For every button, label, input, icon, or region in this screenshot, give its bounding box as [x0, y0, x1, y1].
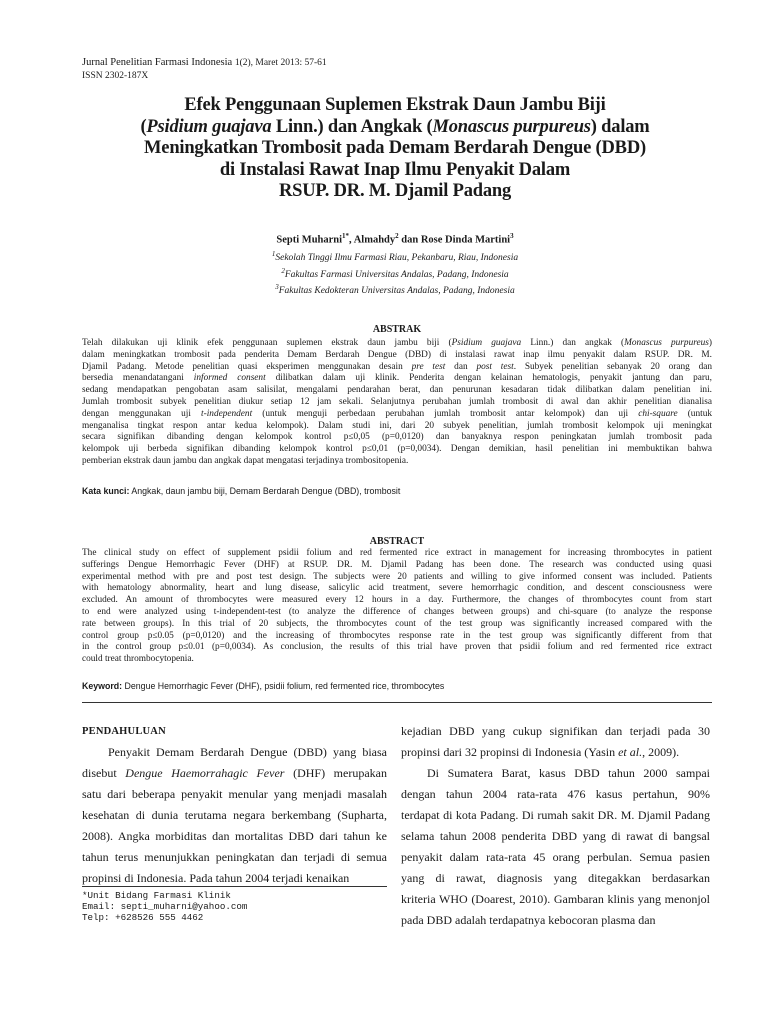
abstrak-line: [82, 373, 712, 385]
text-segment: , 2009).: [642, 745, 680, 759]
italic-term: et al.: [618, 745, 643, 759]
affiliation-1: [70, 248, 720, 265]
title-line-4: di Instalasi Rawat Inap Ilmu Penyakit Dalam: [219, 159, 571, 180]
body-line: [82, 784, 387, 805]
title-paren-open: (: [140, 116, 147, 137]
text-segment: with hematology abnormality, heart and lung disease, salicylic acid treatment, severe hemorrhagic condition, and descent consciousness were: [82, 583, 712, 594]
italic-term: pre test: [411, 361, 446, 372]
text-segment: kejadian DBD yang cukup signifikan dan terjadi pada 30: [401, 724, 710, 738]
text-segment: could treat thrombocytopenia.: [82, 654, 194, 665]
text-segment: (untuk menguji perbedaan perubahan jumlah trombosit antar kelompok) dan uji: [252, 408, 639, 419]
body-line: [82, 847, 387, 868]
title-line-2: [70, 117, 720, 139]
abstract-line: [82, 595, 712, 607]
text-segment: 2008). Angka morbiditas dan mortalitas DBD dari tahun ke: [82, 829, 387, 843]
author-1-mark: 1*: [342, 232, 350, 240]
text-segment: Telah dilakukan uji klinik efek penggunaan suplemen ekstrak daun jambu biji (: [82, 338, 452, 348]
author-3-mark: 3: [510, 232, 514, 240]
abstract-line: [82, 560, 712, 572]
body-line: [82, 742, 387, 763]
journal-volume: 1(2), Maret 2013: 57-61: [234, 58, 327, 68]
title-connector: Linn.) dan Angkak (: [271, 116, 433, 137]
abstract-line: [82, 654, 712, 666]
title-species-2: Monascus purpureus: [432, 116, 591, 137]
text-segment: in the control group p≤0.01 (p=0,0034). As conclusion, the results of this trial have proven that psidii folium and red fermented rice extract: [82, 642, 712, 653]
text-segment: satu dari beberapa penyakit menular yang menjadi masalah: [82, 787, 387, 801]
kata-kunci-label: Kata kunci:: [82, 486, 130, 496]
paper-title: [70, 95, 720, 203]
text-segment: Di Sumatera Barat, kasus DBD tahun 2000 sampai: [427, 766, 710, 780]
abstract-line: [82, 642, 712, 654]
body-line: [82, 805, 387, 826]
affiliations: [70, 248, 720, 298]
body-line: [401, 742, 710, 763]
text-segment: . Subyek penelitian sebanyak 20 orang dan: [513, 361, 712, 372]
abstract-line: [82, 548, 712, 560]
title-line-3: Meningkatkan Trombosit pada Demam Berdarah Dengue (DBD): [144, 138, 646, 158]
body-right-column: [401, 721, 710, 931]
abstrak-line: [82, 444, 712, 456]
text-segment: rate between groups). In this trial of 20 subjects, the thrombocytes count of the test group was significantly increased compared with the: [82, 618, 712, 629]
affiliation-1-text: Sekolah Tinggi Ilmu Farmasi Riau, Pekanbaru, Riau, Indonesia: [275, 253, 519, 264]
title-species-1: Psidium guajava: [146, 116, 272, 137]
author-2: , Almahdy: [349, 234, 396, 246]
italic-term: Psidium guajava: [451, 338, 522, 348]
italic-term: chi-square: [638, 408, 678, 419]
affiliation-2: [70, 265, 720, 282]
text-segment: excluded. An amount of thrombocytes were measured every 12 hours in a day. Furthermore, the changes of thrombocytes count from start: [82, 595, 712, 606]
abstrak-heading: ABSTRAK: [372, 324, 422, 335]
section-heading-pendahuluan: PENDAHULUAN: [82, 726, 166, 737]
text-segment: Jumlah trombosit subyek penelitian diukur setiap 12 jam sekali. Selanjutnya perubahan jumlah trombosit di awal dan akhir penelitian dianalisa: [82, 396, 712, 407]
body-line: [401, 868, 710, 889]
body-left-column: [82, 724, 387, 889]
text-segment: bersedia menandatangani: [82, 373, 194, 384]
italic-term: t-independent: [201, 408, 253, 419]
footnote-unit: *Unit Bidang Farmasi Klinik: [82, 890, 231, 901]
text-segment: to end were analyzed using t-independent-test (to analyze the difference of changes between groups) and chi-square (to analyze the response: [82, 606, 712, 617]
affiliation-2-text: Fakultas Farmasi Universitas Andalas, Padang, Indonesia: [284, 269, 509, 280]
author-list: [70, 232, 720, 246]
text-segment: Penyakit Demam Berdarah Dengue (DBD) yang biasa: [108, 745, 387, 759]
journal-name: Jurnal Penelitian Farmasi Indonesia: [82, 57, 233, 68]
text-segment: penyakit dalam rata-rata 45 orang perbulan. Semua pasien: [401, 850, 710, 864]
author-2-mark: 2: [395, 232, 399, 240]
text-segment: selama tahun 2008 penderita DBD yang di rawat di bangsal: [401, 829, 710, 843]
kata-kunci: [82, 486, 712, 497]
author-3: dan Rose Dinda Martini: [398, 234, 511, 246]
text-segment: tahun terus menunjukkan peningkatan dan terjadi di semua: [82, 850, 387, 864]
left-body-text: [82, 742, 387, 889]
text-segment: kriteria WHO (Doarest, 2010). Gambaran klinis yang menonjol: [401, 892, 710, 906]
text-segment: Linn.) dan angkak (: [521, 338, 625, 348]
abstrak-line: [82, 409, 712, 421]
text-segment: control group p≤0.05 (p=0,0120) and the increasing of thrombocytes response rate in the test group was significantly different from that: [82, 630, 712, 641]
footnote-rule: [82, 886, 387, 887]
author-1: Septi Muharni: [276, 234, 343, 246]
text-segment: disebut: [82, 766, 126, 780]
text-segment: yang di rawat, diagnosis yang ditegakkan berdasarkan: [401, 871, 710, 885]
italic-term: Monascus purpureus: [624, 338, 709, 348]
affiliation-3: [70, 281, 720, 298]
text-segment: terdapat di kota Padang. Di rumah sakit DR. M. Djamil Padang: [401, 808, 710, 822]
abstract-line: [82, 607, 712, 619]
journal-header: [82, 56, 327, 83]
text-segment: kelompok uji berbeda signifikan dibanding kelompok kontrol p≤0,01 (p=0,0034). Dengan demikian, hasil penelitian ini membuktikan bahwa: [82, 444, 712, 455]
text-segment: pada DBD adalah terdapatnya kebocoran plasma dan: [401, 913, 656, 927]
kata-kunci-text: Angkak, daun jambu biji, Demam Berdarah Dengue (DBD), trombosit: [129, 486, 401, 496]
text-segment: ): [708, 338, 712, 348]
affiliation-3-text: Fakultas Kedokteran Universitas Andalas, Padang, Indonesia: [278, 286, 515, 297]
text-segment: The clinical study on effect of supplement psidii folium and red fermented rice extract in management for increasing thrombocytes in patient: [82, 548, 712, 558]
text-segment: (untuk: [677, 408, 712, 419]
keyword-label: Keyword:: [82, 681, 123, 691]
abstrak-line: [82, 362, 712, 374]
text-segment: (DHF) merupakan: [284, 766, 387, 780]
title-line-1: Efek Penggunaan Suplemen Ekstrak Daun Jambu Biji: [184, 95, 606, 115]
footnote-phone: Telp: +628526 555 4462: [82, 912, 204, 923]
abstrak-line: [82, 397, 712, 409]
abstract-heading: ABSTRACT: [369, 536, 425, 547]
abstrak-line: [82, 338, 712, 350]
footnote: [82, 890, 247, 923]
italic-term: post test: [476, 361, 514, 372]
abstrak-line: [82, 385, 712, 397]
abstrak-line: [82, 456, 712, 468]
body-line: [401, 826, 710, 847]
text-segment: Djamil Padang. Metode penelitian quasi eksperimen menggunakan desain: [82, 361, 412, 372]
abstrak-line: [82, 350, 712, 362]
text-segment: sedang mendapatkan pengobatan asam salisilat, mengalami pendarahan berat, dan penurunan kesadaran tidak dilibatkan dalam penelitian ini.: [82, 385, 712, 396]
affiliation-1-mark: 1: [271, 250, 276, 258]
text-segment: kesehatan di dunia terutama negara berkembang (Supharta,: [82, 808, 387, 822]
keyword: [82, 681, 712, 692]
abstract-body: [82, 548, 712, 666]
issn: ISSN 2302-187X: [82, 71, 149, 81]
title-line-5: RSUP. DR. M. Djamil Padang: [278, 181, 512, 201]
keyword-text: Dengue Hemorrhagic Fever (DHF), psidii folium, red fermented rice, thrombocytes: [122, 681, 445, 691]
text-segment: dalam meningkatkan trombosit pada penderita Demam Berdarah Dengue (DBD) di instalasi rawat inap ilmu penyakit dalam RSUP. DR. M.: [82, 349, 712, 360]
abstrak-line: [82, 421, 712, 433]
affiliation-3-mark: 3: [275, 283, 279, 292]
body-line: [401, 805, 710, 826]
body-line: [82, 826, 387, 847]
text-segment: propinsi dari 32 propinsi di Indonesia (Yasin: [401, 745, 619, 759]
abstrak-body: [82, 338, 712, 468]
text-segment: secara signifikan dibanding dengan kelompok kontrol p≤0,05 (p=0,0120) dan banyaknya respon peningkatan jumlah trombosit pada: [82, 432, 712, 443]
body-line: [82, 763, 387, 784]
text-segment: dilibatkan dalam uji klinik. Penderita dengan kelainan hematologis, penyakit jantung dan paru,: [265, 373, 712, 384]
body-line: [401, 763, 710, 784]
abstract-line: [82, 631, 712, 643]
abstrak-line: [82, 432, 712, 444]
abstract-line: [82, 572, 712, 584]
text-segment: menganalisa tingkat respon antar kedua kelompok). Dalam studi ini, dari 20 subyek penelitian, jumlah trombosit kelompok uji meningkat: [82, 420, 712, 431]
text-segment: dengan tahun 2004 rata-rata 476 kasus pertahun, 90%: [401, 787, 710, 801]
abstract-line: [82, 583, 712, 595]
body-line: [401, 721, 710, 742]
body-line: [401, 889, 710, 910]
text-segment: dengan menggunakan uji: [82, 408, 202, 419]
italic-term: Dengue Haemorrahagic Fever: [125, 766, 285, 780]
text-segment: propinsi di Indonesia. Pada tahun 2004 terjadi kenaikan: [82, 871, 350, 885]
italic-term: informed consent: [193, 373, 266, 384]
section-divider: [82, 702, 712, 703]
affiliation-2-mark: 2: [281, 266, 285, 275]
body-line: [401, 910, 710, 931]
text-segment: experimental method with pre and post test design. The subjects were 20 patients and willing to give informed consent was included. Patients: [82, 571, 712, 582]
text-segment: dan: [445, 361, 477, 372]
text-segment: pemberian ekstrak daun jambu dan angkak dapat mengatasi terjadinya trombositopenia.: [82, 455, 409, 466]
text-segment: sufferings Dengue Hemorrhagic Fever (DHF) at RSUP. DR. M. Djamil Padang has been done. The research was conducted using quasi: [82, 559, 712, 570]
body-line: [401, 847, 710, 868]
title-tail: ) dalam: [590, 116, 650, 137]
footnote-email: Email: septi_muharni@yahoo.com: [82, 901, 248, 912]
body-line: [401, 784, 710, 805]
abstract-line: [82, 619, 712, 631]
